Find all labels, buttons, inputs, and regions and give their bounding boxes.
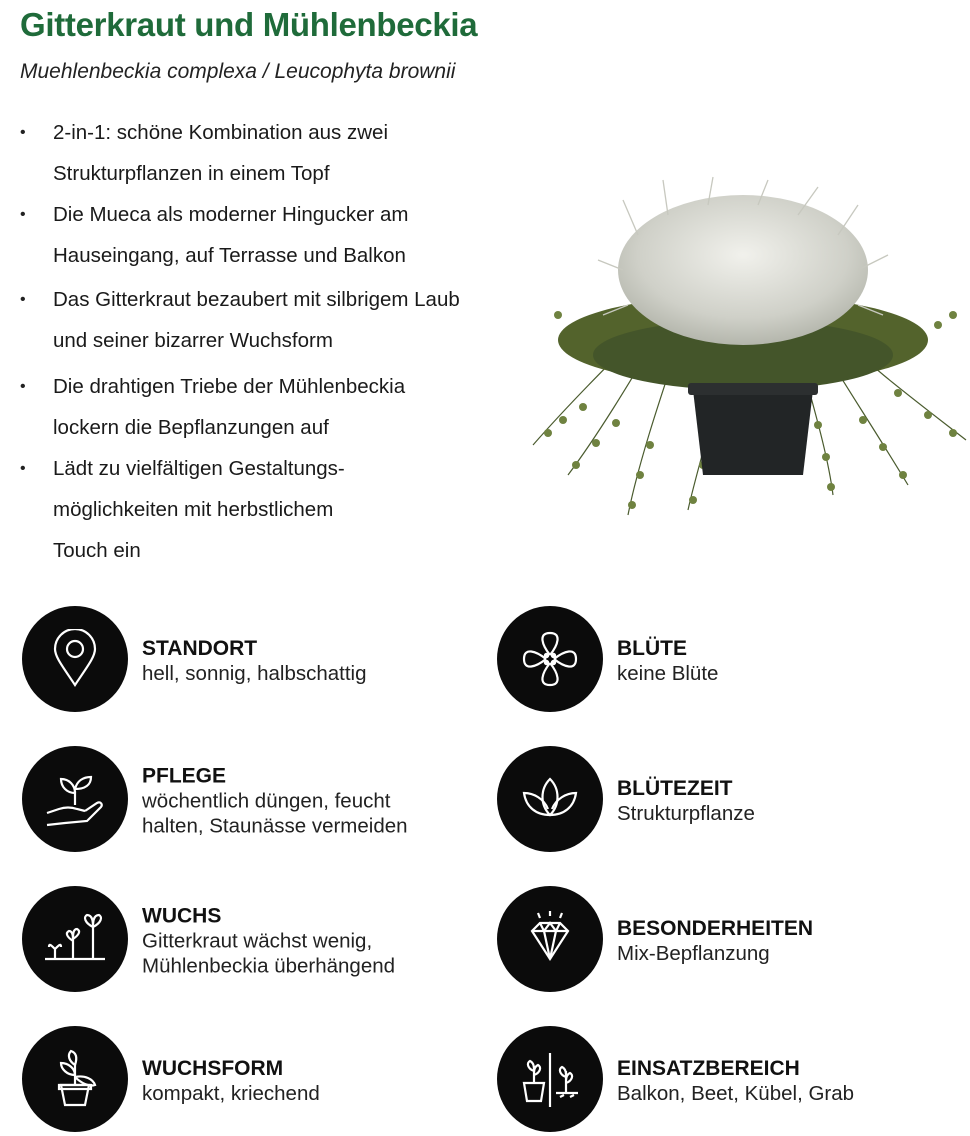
feature-label: BLÜTEZEIT [617, 777, 733, 800]
pot-ground-icon [497, 1026, 603, 1132]
feature-label: WUCHS [142, 904, 222, 928]
list-item: • Die drahtigen Triebe der Mühlenbeckia lockern die Bepflanzungen auf [20, 366, 463, 448]
feature-value: keine Blüte [617, 662, 719, 685]
feature-list [20, 112, 500, 571]
list-item: • 2-in-1: schöne Kombination aus zwei Strukturpflanzen in einem Topf [20, 112, 443, 194]
feature-value: Balkon, Beet, Kübel, Grab [617, 1082, 855, 1105]
feature-label: BESONDERHEITEN [617, 917, 814, 940]
feature-value: wöchentlich düngen, feucht halten, Staunässe vermeiden [142, 789, 408, 838]
page-title: Gitterkraut und Mühlenbeckia [20, 6, 478, 43]
list-item: • Die Mueca als moderner Hingucker am Hauseingang, auf Terrasse und Balkon [20, 194, 463, 276]
feature-bluetezeit [497, 746, 917, 856]
feature-value: Gitterkraut wächst wenig, Mühlenbeckia überhängend [142, 929, 396, 978]
diamond-icon [497, 886, 603, 992]
list-item: • Das Gitterkraut bezaubert mit silbrigem Laub und seiner bizarrer Wuchsform [20, 279, 473, 361]
feature-value: Strukturpflanze [617, 802, 755, 825]
feature-wuchsform [22, 1026, 442, 1136]
feature-label: WUCHSFORM [142, 1057, 284, 1080]
plant-photo [528, 175, 970, 525]
feature-label: PFLEGE [142, 764, 227, 788]
lotus-icon [497, 746, 603, 852]
flower-icon [497, 606, 603, 712]
growth-icon [22, 886, 128, 992]
feature-bluete [497, 606, 917, 716]
feature-einsatzbereich [497, 1026, 917, 1136]
feature-besonderheiten [497, 886, 917, 996]
feature-pflege [22, 746, 442, 856]
feature-value: Mix-Bepflanzung [617, 942, 770, 965]
botanical-name: Muehlenbeckia complexa / Leucophyta brownii [20, 60, 456, 83]
feature-label: BLÜTE [617, 637, 687, 660]
location-pin-icon [22, 606, 128, 712]
feature-label: STANDORT [142, 637, 258, 660]
hand-plant-icon [22, 746, 128, 852]
feature-value: kompakt, kriechend [142, 1082, 320, 1105]
potted-plant-icon [22, 1026, 128, 1132]
feature-value: hell, sonnig, halbschattig [142, 662, 367, 685]
feature-standort [22, 606, 442, 716]
feature-wuchs [22, 886, 442, 996]
feature-label: EINSATZBEREICH [617, 1057, 800, 1080]
list-item: • Lädt zu vielfältigen Gestaltungs- möglichkeiten mit herbstlichem Touch ein [20, 448, 383, 571]
